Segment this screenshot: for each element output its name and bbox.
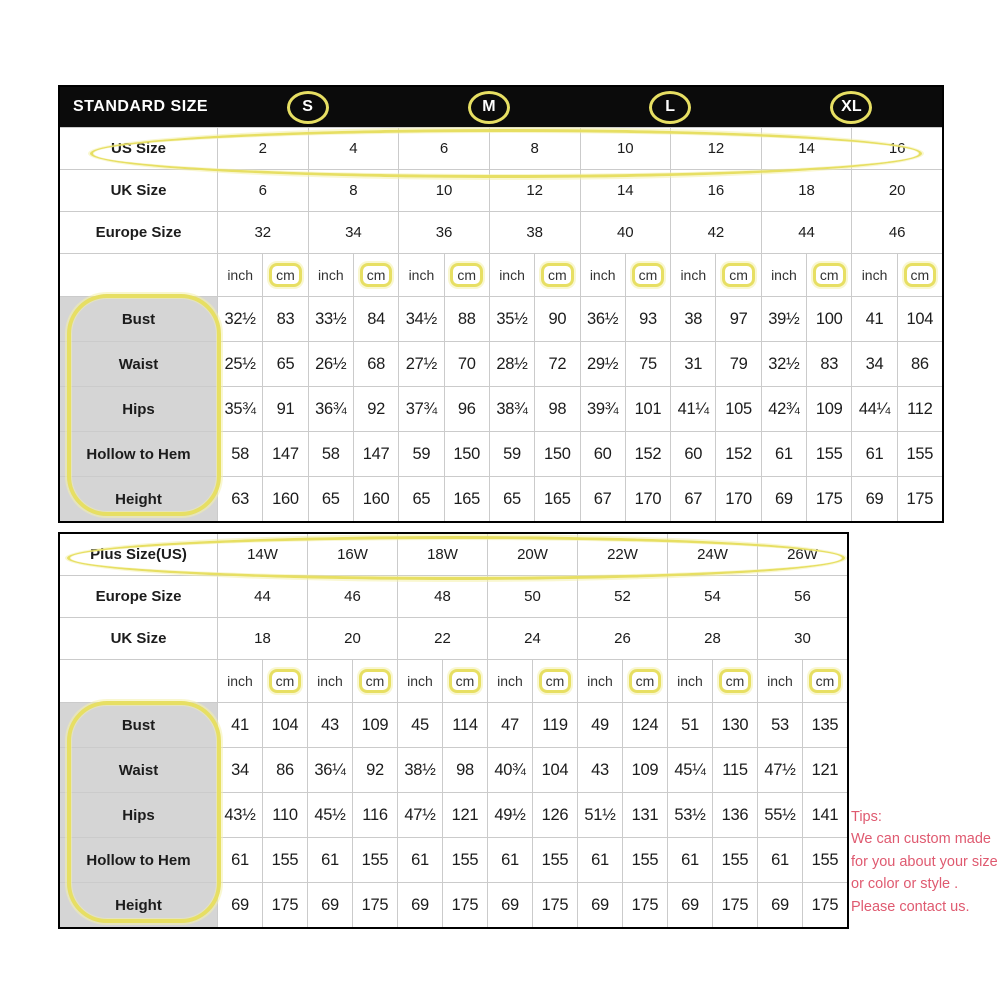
size-value-cell: 46 xyxy=(307,576,397,617)
measure-value-cell: 27½ xyxy=(398,342,443,386)
measure-value-cell: 36¾ xyxy=(308,387,353,431)
size-value-cell: 42 xyxy=(670,212,761,253)
standard-size-header-bar xyxy=(60,87,942,127)
row-label: Hips xyxy=(60,387,217,431)
measure-value-cell: 112 xyxy=(897,387,942,431)
size-value-cell: 20 xyxy=(851,170,942,211)
measure-value-cell: 175 xyxy=(806,477,851,521)
measure-value-cell: 55½ xyxy=(757,793,802,837)
units-value-cell xyxy=(444,254,489,296)
size-value-cell: 4 xyxy=(308,128,399,169)
measure-value-cell: 47 xyxy=(487,703,532,747)
measure-value-cell: 152 xyxy=(715,432,760,476)
units-value-cell: inch xyxy=(398,254,443,296)
cm-highlight-box: cm xyxy=(449,669,482,693)
measure-value-cell: 104 xyxy=(532,748,577,792)
measure-value-cell: 147 xyxy=(353,432,398,476)
measure-value-cell: 41¼ xyxy=(670,387,715,431)
cm-highlight-box: cm xyxy=(813,263,846,287)
measure-value-cell: 41 xyxy=(851,297,896,341)
measure-value-cell: 155 xyxy=(352,838,397,882)
measure-value-cell: 175 xyxy=(262,883,307,927)
cm-highlight-box: cm xyxy=(722,263,755,287)
row-label: UK Size xyxy=(110,182,167,199)
size-value-cell: 52 xyxy=(577,576,667,617)
measure-value-cell: 97 xyxy=(715,297,760,341)
table-row-uk-size xyxy=(60,617,847,659)
measure-value-cell: 61 xyxy=(757,838,802,882)
units-value-cell xyxy=(532,660,577,702)
units-value-cell: inch xyxy=(217,660,262,702)
units-value-cell xyxy=(353,254,398,296)
measure-value-cell: 155 xyxy=(897,432,942,476)
measure-value-cell: 75 xyxy=(625,342,670,386)
measure-value-cell: 155 xyxy=(532,838,577,882)
units-value-cell: inch xyxy=(851,254,896,296)
units-value-cell xyxy=(352,660,397,702)
measure-value-cell: 38½ xyxy=(397,748,442,792)
table-row-waist xyxy=(60,341,942,386)
custom-made-tips-note xyxy=(851,806,1000,918)
measure-value-cell: 84 xyxy=(353,297,398,341)
row-label xyxy=(60,660,217,702)
size-value-cell: 44 xyxy=(217,576,307,617)
measure-value-cell: 110 xyxy=(262,793,307,837)
measure-value-cell: 114 xyxy=(442,703,487,747)
measure-value-cell: 104 xyxy=(262,703,307,747)
units-value-cell: inch xyxy=(667,660,712,702)
units-value-cell xyxy=(262,254,307,296)
measure-value-cell: 60 xyxy=(670,432,715,476)
size-value-cell: 14W xyxy=(217,534,307,575)
size-value-cell: 40 xyxy=(580,212,671,253)
size-value-cell: 30 xyxy=(757,618,847,659)
units-value-cell: inch xyxy=(580,254,625,296)
table-row-height xyxy=(60,476,942,521)
measure-value-cell: 96 xyxy=(444,387,489,431)
cm-highlight-box: cm xyxy=(719,669,752,693)
size-circle-s: S xyxy=(287,91,329,124)
measure-value-cell: 61 xyxy=(851,432,896,476)
row-label: Waist xyxy=(60,748,217,792)
table-row-waist xyxy=(60,747,847,792)
size-value-cell: 26 xyxy=(577,618,667,659)
measure-value-cell: 61 xyxy=(667,838,712,882)
cm-highlight-box: cm xyxy=(359,669,392,693)
measure-value-cell: 165 xyxy=(444,477,489,521)
tips-line: Please contact us. xyxy=(851,898,970,915)
cm-highlight-box: cm xyxy=(809,669,842,693)
table-row-hips xyxy=(60,792,847,837)
table-row-plus-size-us- xyxy=(60,534,847,575)
measure-value-cell: 28½ xyxy=(489,342,534,386)
measure-value-cell: 124 xyxy=(622,703,667,747)
units-value-cell: inch xyxy=(307,660,352,702)
units-value-cell: inch xyxy=(308,254,353,296)
measure-value-cell: 43½ xyxy=(217,793,262,837)
measure-value-cell: 45¼ xyxy=(667,748,712,792)
plus-size-table-body xyxy=(60,534,847,927)
size-group-m xyxy=(398,91,579,124)
measure-value-cell: 170 xyxy=(715,477,760,521)
cm-highlight-box: cm xyxy=(904,263,937,287)
units-value-cell: inch xyxy=(397,660,442,702)
units-value-cell: inch xyxy=(577,660,622,702)
measure-value-cell: 49½ xyxy=(487,793,532,837)
size-value-cell: 16 xyxy=(851,128,942,169)
measure-value-cell: 92 xyxy=(352,748,397,792)
measure-value-cell: 126 xyxy=(532,793,577,837)
row-label: Height xyxy=(60,477,217,521)
measure-value-cell: 31 xyxy=(670,342,715,386)
size-value-cell: 8 xyxy=(489,128,580,169)
measure-value-cell: 42¾ xyxy=(761,387,806,431)
measure-value-cell: 38 xyxy=(670,297,715,341)
size-value-cell: 20 xyxy=(307,618,397,659)
measure-value-cell: 67 xyxy=(670,477,715,521)
measure-value-cell: 152 xyxy=(625,432,670,476)
plus-size-table xyxy=(58,532,849,929)
size-value-cell: 18 xyxy=(761,170,852,211)
size-value-cell: 34 xyxy=(308,212,399,253)
measure-value-cell: 65 xyxy=(489,477,534,521)
measure-value-cell: 47½ xyxy=(397,793,442,837)
measure-value-cell: 150 xyxy=(444,432,489,476)
measure-value-cell: 36½ xyxy=(580,297,625,341)
measure-value-cell: 51 xyxy=(667,703,712,747)
measure-value-cell: 136 xyxy=(712,793,757,837)
measure-value-cell: 83 xyxy=(262,297,307,341)
measure-value-cell: 175 xyxy=(532,883,577,927)
measure-value-cell: 45½ xyxy=(307,793,352,837)
measure-value-cell: 98 xyxy=(534,387,579,431)
measure-value-cell: 26½ xyxy=(308,342,353,386)
measure-value-cell: 105 xyxy=(715,387,760,431)
units-value-cell xyxy=(625,254,670,296)
row-label: Bust xyxy=(60,297,217,341)
cm-highlight-box: cm xyxy=(541,263,574,287)
measure-value-cell: 49 xyxy=(577,703,622,747)
measure-value-cell: 34½ xyxy=(398,297,443,341)
measure-value-cell: 69 xyxy=(397,883,442,927)
measure-value-cell: 63 xyxy=(217,477,262,521)
measure-value-cell: 72 xyxy=(534,342,579,386)
size-value-cell: 48 xyxy=(397,576,487,617)
measure-value-cell: 155 xyxy=(622,838,667,882)
measure-value-cell: 69 xyxy=(487,883,532,927)
size-circle-xl: XL xyxy=(830,91,872,124)
units-value-cell xyxy=(262,660,307,702)
size-value-cell: 50 xyxy=(487,576,577,617)
measure-value-cell: 53 xyxy=(757,703,802,747)
units-value-cell xyxy=(442,660,487,702)
measure-value-cell: 39½ xyxy=(761,297,806,341)
units-value-cell xyxy=(534,254,579,296)
row-label: Height xyxy=(60,883,217,927)
measure-value-cell: 175 xyxy=(712,883,757,927)
table-row-bust xyxy=(60,296,942,341)
measure-value-cell: 41 xyxy=(217,703,262,747)
units-value-cell xyxy=(806,254,851,296)
measure-value-cell: 83 xyxy=(806,342,851,386)
row-label: US Size xyxy=(110,140,167,157)
units-value-cell xyxy=(802,660,847,702)
table-row-units xyxy=(60,253,942,296)
measure-value-cell: 61 xyxy=(577,838,622,882)
size-value-cell: 10 xyxy=(580,128,671,169)
size-group-s xyxy=(217,91,398,124)
units-value-cell xyxy=(897,254,942,296)
cm-highlight-box: cm xyxy=(629,669,662,693)
size-value-cell: 44 xyxy=(761,212,852,253)
measure-value-cell: 58 xyxy=(308,432,353,476)
tips-line: for you about your size xyxy=(851,853,998,870)
table-row-hollow-to-hem xyxy=(60,837,847,882)
size-value-cell: 20W xyxy=(487,534,577,575)
measure-value-cell: 115 xyxy=(712,748,757,792)
cm-highlight-box: cm xyxy=(450,263,483,287)
measure-value-cell: 65 xyxy=(398,477,443,521)
measure-value-cell: 59 xyxy=(398,432,443,476)
size-value-cell: 24W xyxy=(667,534,757,575)
size-group-l xyxy=(580,91,761,124)
units-value-cell: inch xyxy=(670,254,715,296)
standard-size-title: STANDARD SIZE xyxy=(73,98,209,115)
measure-value-cell: 37¾ xyxy=(398,387,443,431)
size-value-cell: 18W xyxy=(397,534,487,575)
units-value-cell: inch xyxy=(761,254,806,296)
units-value-cell xyxy=(715,254,760,296)
cm-highlight-box: cm xyxy=(269,263,302,287)
measure-value-cell: 100 xyxy=(806,297,851,341)
measure-value-cell: 70 xyxy=(444,342,489,386)
measure-value-cell: 155 xyxy=(262,838,307,882)
size-value-cell: 36 xyxy=(398,212,489,253)
measure-value-cell: 25½ xyxy=(217,342,262,386)
row-label: Hollow to Hem xyxy=(60,838,217,882)
units-value-cell: inch xyxy=(217,254,262,296)
measure-value-cell: 116 xyxy=(352,793,397,837)
measure-value-cell: 36¼ xyxy=(307,748,352,792)
size-value-cell: 22W xyxy=(577,534,667,575)
measure-value-cell: 35½ xyxy=(489,297,534,341)
measure-value-cell: 175 xyxy=(897,477,942,521)
measure-value-cell: 61 xyxy=(217,838,262,882)
measure-value-cell: 98 xyxy=(442,748,487,792)
tips-line: We can custom made xyxy=(851,831,991,848)
measure-value-cell: 69 xyxy=(667,883,712,927)
measure-value-cell: 53½ xyxy=(667,793,712,837)
measure-value-cell: 141 xyxy=(802,793,847,837)
measure-value-cell: 109 xyxy=(622,748,667,792)
measure-value-cell: 47½ xyxy=(757,748,802,792)
units-value-cell: inch xyxy=(487,660,532,702)
size-value-cell: 38 xyxy=(489,212,580,253)
measure-value-cell: 29½ xyxy=(580,342,625,386)
size-circle-l: L xyxy=(649,91,691,124)
units-value-cell xyxy=(712,660,757,702)
measure-value-cell: 155 xyxy=(802,838,847,882)
measure-value-cell: 33½ xyxy=(308,297,353,341)
size-value-cell: 22 xyxy=(397,618,487,659)
table-row-hollow-to-hem xyxy=(60,431,942,476)
measure-value-cell: 92 xyxy=(353,387,398,431)
size-value-cell: 16 xyxy=(670,170,761,211)
size-value-cell: 12 xyxy=(670,128,761,169)
measure-value-cell: 135 xyxy=(802,703,847,747)
measure-value-cell: 131 xyxy=(622,793,667,837)
cm-highlight-box: cm xyxy=(269,669,302,693)
measure-value-cell: 155 xyxy=(442,838,487,882)
row-label: Plus Size(US) xyxy=(90,546,187,563)
measure-value-cell: 65 xyxy=(262,342,307,386)
measure-value-cell: 34 xyxy=(217,748,262,792)
measure-value-cell: 86 xyxy=(262,748,307,792)
measure-value-cell: 59 xyxy=(489,432,534,476)
size-value-cell: 6 xyxy=(398,128,489,169)
measure-value-cell: 61 xyxy=(487,838,532,882)
measure-value-cell: 175 xyxy=(352,883,397,927)
tips-line: or color or style . xyxy=(851,876,959,893)
measure-value-cell: 68 xyxy=(353,342,398,386)
measure-value-cell: 155 xyxy=(712,838,757,882)
measure-value-cell: 34 xyxy=(851,342,896,386)
measure-value-cell: 43 xyxy=(577,748,622,792)
size-value-cell: 18 xyxy=(217,618,307,659)
row-label: Europe Size xyxy=(95,588,182,605)
size-value-cell: 28 xyxy=(667,618,757,659)
measure-value-cell: 69 xyxy=(757,883,802,927)
measure-value-cell: 165 xyxy=(534,477,579,521)
measure-value-cell: 147 xyxy=(262,432,307,476)
measure-value-cell: 58 xyxy=(217,432,262,476)
measure-value-cell: 160 xyxy=(353,477,398,521)
size-group-xl xyxy=(761,91,942,124)
measure-value-cell: 91 xyxy=(262,387,307,431)
measure-value-cell: 43 xyxy=(307,703,352,747)
measure-value-cell: 45 xyxy=(397,703,442,747)
size-value-cell: 46 xyxy=(851,212,942,253)
measure-value-cell: 86 xyxy=(897,342,942,386)
size-value-cell: 54 xyxy=(667,576,757,617)
units-value-cell xyxy=(622,660,667,702)
row-label xyxy=(60,254,217,296)
cm-highlight-box: cm xyxy=(539,669,572,693)
measure-value-cell: 109 xyxy=(352,703,397,747)
size-value-cell: 6 xyxy=(217,170,308,211)
measure-value-cell: 175 xyxy=(442,883,487,927)
row-label: Waist xyxy=(60,342,217,386)
measure-value-cell: 65 xyxy=(308,477,353,521)
cm-highlight-box: cm xyxy=(360,263,393,287)
measure-value-cell: 69 xyxy=(851,477,896,521)
row-label: Bust xyxy=(60,703,217,747)
measure-value-cell: 130 xyxy=(712,703,757,747)
size-value-cell: 24 xyxy=(487,618,577,659)
measure-value-cell: 61 xyxy=(307,838,352,882)
measure-value-cell: 175 xyxy=(622,883,667,927)
measure-value-cell: 61 xyxy=(397,838,442,882)
table-row-bust xyxy=(60,702,847,747)
measure-value-cell: 88 xyxy=(444,297,489,341)
measure-value-cell: 170 xyxy=(625,477,670,521)
row-label: Hollow to Hem xyxy=(60,432,217,476)
measure-value-cell: 119 xyxy=(532,703,577,747)
measure-value-cell: 160 xyxy=(262,477,307,521)
measure-value-cell: 32½ xyxy=(217,297,262,341)
measure-value-cell: 79 xyxy=(715,342,760,386)
table-row-us-size xyxy=(60,127,942,169)
table-row-hips xyxy=(60,386,942,431)
measure-value-cell: 69 xyxy=(217,883,262,927)
measure-value-cell: 69 xyxy=(761,477,806,521)
size-value-cell: 10 xyxy=(398,170,489,211)
measure-value-cell: 38¾ xyxy=(489,387,534,431)
size-value-cell: 2 xyxy=(217,128,308,169)
size-value-cell: 12 xyxy=(489,170,580,211)
measure-value-cell: 32½ xyxy=(761,342,806,386)
measure-value-cell: 109 xyxy=(806,387,851,431)
measure-value-cell: 155 xyxy=(806,432,851,476)
table-row-height xyxy=(60,882,847,927)
cm-highlight-box: cm xyxy=(632,263,665,287)
measure-value-cell: 60 xyxy=(580,432,625,476)
measure-value-cell: 69 xyxy=(577,883,622,927)
size-value-cell: 16W xyxy=(307,534,397,575)
measure-value-cell: 175 xyxy=(802,883,847,927)
measure-value-cell: 44¼ xyxy=(851,387,896,431)
units-value-cell: inch xyxy=(757,660,802,702)
measure-value-cell: 90 xyxy=(534,297,579,341)
measure-value-cell: 93 xyxy=(625,297,670,341)
table-row-europe-size xyxy=(60,575,847,617)
size-value-cell: 56 xyxy=(757,576,847,617)
size-value-cell: 14 xyxy=(761,128,852,169)
measure-value-cell: 150 xyxy=(534,432,579,476)
measure-value-cell: 121 xyxy=(802,748,847,792)
row-label: Hips xyxy=(60,793,217,837)
measure-value-cell: 104 xyxy=(897,297,942,341)
size-value-cell: 32 xyxy=(217,212,308,253)
size-value-cell: 26W xyxy=(757,534,847,575)
units-value-cell: inch xyxy=(489,254,534,296)
table-row-europe-size xyxy=(60,211,942,253)
measure-value-cell: 39¾ xyxy=(580,387,625,431)
table-row-uk-size xyxy=(60,169,942,211)
size-value-cell: 8 xyxy=(308,170,399,211)
measure-value-cell: 40¾ xyxy=(487,748,532,792)
measure-value-cell: 121 xyxy=(442,793,487,837)
tips-title: Tips: xyxy=(851,809,882,825)
measure-value-cell: 35¾ xyxy=(217,387,262,431)
size-circle-m: M xyxy=(468,91,510,124)
row-label: UK Size xyxy=(110,630,167,647)
size-value-cell: 14 xyxy=(580,170,671,211)
row-label: Europe Size xyxy=(95,224,182,241)
measure-value-cell: 101 xyxy=(625,387,670,431)
measure-value-cell: 51½ xyxy=(577,793,622,837)
measure-value-cell: 61 xyxy=(761,432,806,476)
standard-size-table-body xyxy=(60,127,942,521)
table-row-units xyxy=(60,659,847,702)
standard-size-table xyxy=(58,85,944,523)
measure-value-cell: 67 xyxy=(580,477,625,521)
measure-value-cell: 69 xyxy=(307,883,352,927)
